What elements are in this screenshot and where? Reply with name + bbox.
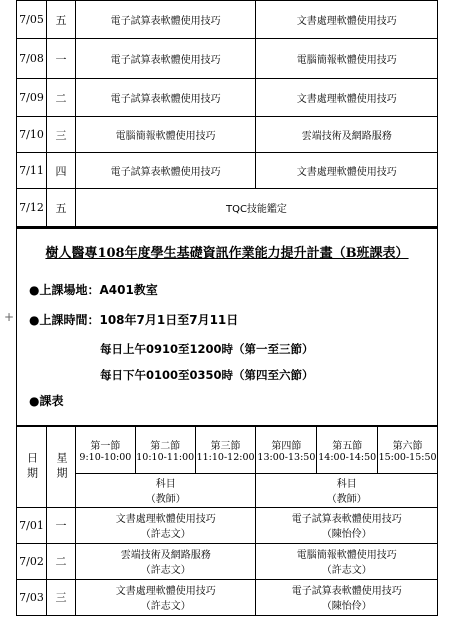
plus-marker: + <box>4 310 15 324</box>
schedule-label: ●課表 <box>29 394 64 408</box>
course-subject: 文書處理軟體使用技巧 <box>115 586 216 597</box>
table-row <box>17 579 438 615</box>
table-row <box>17 153 438 189</box>
pm-course-cell <box>256 543 438 579</box>
date-cell: 7/08 <box>17 39 47 79</box>
table-row <box>17 39 438 79</box>
period-name: 第六節 <box>392 440 423 452</box>
teacher-label: （教師） <box>326 494 367 505</box>
day-cell: 二 <box>46 79 75 117</box>
period-name: 第五節 <box>332 440 363 452</box>
table-row <box>17 117 438 153</box>
pm-course-cell <box>256 507 438 543</box>
am-subject-header <box>75 473 256 507</box>
period-name: 第四節 <box>271 440 302 452</box>
day-header: 星期 <box>46 426 75 507</box>
course-teacher: （許志文） <box>140 565 191 576</box>
period-5-header <box>317 426 378 473</box>
day-cell: 一 <box>46 507 75 543</box>
period-3-header <box>195 426 256 473</box>
subject-label: 科目 <box>336 479 357 490</box>
am-course-cell: 電子試算表軟體使用技巧 <box>75 153 256 189</box>
course-teacher: （陳怡伶） <box>321 529 372 540</box>
date-cell: 7/11 <box>17 153 47 189</box>
table-row <box>17 507 438 543</box>
pm-course-cell: 文書處理軟體使用技巧 <box>256 79 438 117</box>
teacher-label: （教師） <box>145 494 186 505</box>
period-time: 11:10-12:00 <box>196 451 255 463</box>
period-time: 10:10-11:00 <box>136 451 195 463</box>
period-1-header <box>75 426 135 473</box>
b-class-table <box>16 425 438 616</box>
day-cell: 三 <box>46 117 75 153</box>
top-schedule-table <box>16 0 438 227</box>
morning-time: 每日上午0910至1200時（第一至三節） <box>100 342 314 356</box>
period-time: 15:00-15:50 <box>378 451 437 463</box>
period-name: 第一節 <box>90 440 121 452</box>
date-header: 日期 <box>17 426 47 507</box>
pm-course-cell: 文書處理軟體使用技巧 <box>256 153 438 189</box>
am-course-cell <box>75 579 256 615</box>
subject-label: 科目 <box>155 479 176 490</box>
am-course-cell <box>75 543 256 579</box>
course-subject: 雲端技術及網路服務 <box>120 550 211 561</box>
date-cell: 7/10 <box>17 117 47 153</box>
date-cell: 7/05 <box>17 1 47 39</box>
course-teacher: （許志文） <box>140 529 191 540</box>
pm-course-cell: 電腦簡報軟體使用技巧 <box>256 39 438 79</box>
table-row <box>17 189 438 227</box>
table-row <box>17 1 438 39</box>
pm-course-cell: 雲端技術及網路服務 <box>256 117 438 153</box>
course-teacher: （許志文） <box>140 601 191 612</box>
period-time: 9:10-10:00 <box>79 451 132 463</box>
date-cell: 7/09 <box>17 79 47 117</box>
period-4-header <box>256 426 317 473</box>
b-class-section <box>16 226 438 425</box>
am-course-cell: 電子試算表軟體使用技巧 <box>75 1 256 39</box>
afternoon-time: 每日下午0100至0350時（第四至六節） <box>100 368 314 382</box>
course-teacher: （陳怡伶） <box>321 601 372 612</box>
am-course-cell: 電腦簡報軟體使用技巧 <box>75 117 256 153</box>
period-name: 第二節 <box>150 440 181 452</box>
day-cell: 二 <box>46 543 75 579</box>
period-6-header <box>378 426 438 473</box>
period-name: 第三節 <box>210 440 241 452</box>
date-cell: 7/01 <box>17 507 47 543</box>
course-subject: 電腦簡報軟體使用技巧 <box>296 550 397 561</box>
am-course-cell: 電子試算表軟體使用技巧 <box>75 39 256 79</box>
header-row <box>17 426 438 473</box>
date-cell: 7/02 <box>17 543 47 579</box>
day-cell: 五 <box>46 189 75 227</box>
period-2-header <box>135 426 195 473</box>
pm-subject-header <box>256 473 438 507</box>
exam-cell: TQC技能鑑定 <box>75 189 437 227</box>
pm-course-cell <box>256 579 438 615</box>
date-cell: 7/03 <box>17 579 47 615</box>
section-title: 樹人醫專108年度學生基礎資訊作業能力提升計畫（B班課表） <box>45 246 409 261</box>
day-cell: 三 <box>46 579 75 615</box>
table-row <box>17 543 438 579</box>
table-row <box>17 79 438 117</box>
period-time: 14:00-14:50 <box>318 451 377 463</box>
am-course-cell: 電子試算表軟體使用技巧 <box>75 79 256 117</box>
day-cell: 五 <box>46 1 75 39</box>
course-subject: 電子試算表軟體使用技巧 <box>291 586 402 597</box>
location-line: ●上課場地：A401教室 <box>29 283 158 297</box>
pm-course-cell: 文書處理軟體使用技巧 <box>256 1 438 39</box>
day-cell: 四 <box>46 153 75 189</box>
period-line: ●上課時間：108年7月1日至7月11日 <box>29 313 239 327</box>
date-cell: 7/12 <box>17 189 47 227</box>
subject-header-row <box>17 473 438 507</box>
course-subject: 電子試算表軟體使用技巧 <box>291 514 402 525</box>
period-time: 13:00-13:50 <box>257 451 316 463</box>
course-subject: 文書處理軟體使用技巧 <box>115 514 216 525</box>
day-cell: 一 <box>46 39 75 79</box>
course-teacher: （許志文） <box>321 565 372 576</box>
am-course-cell <box>75 507 256 543</box>
